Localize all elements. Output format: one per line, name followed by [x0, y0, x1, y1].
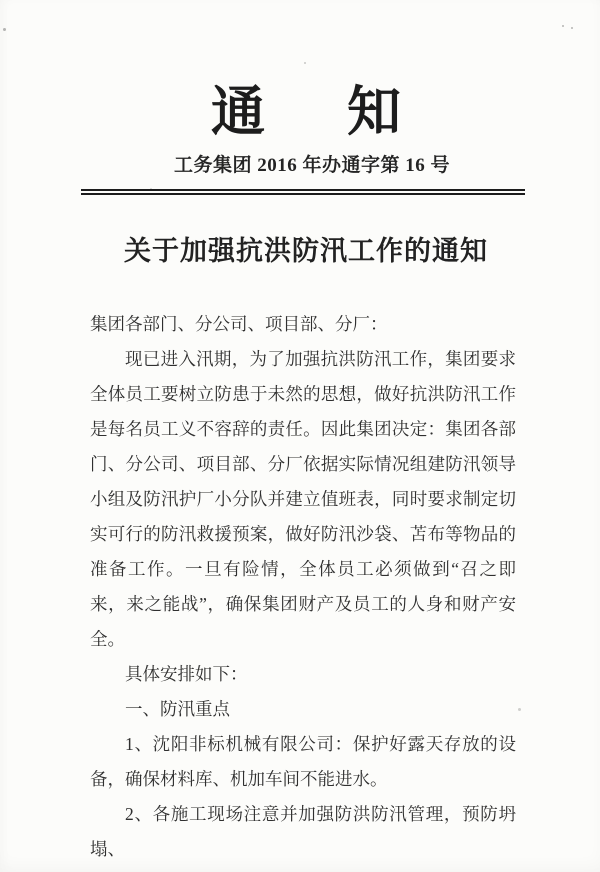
- document-reference-number: 工务集团 2016 年办通字第 16 号: [173, 155, 450, 176]
- document-title: 关于加强抗洪防汛工作的通知: [124, 236, 488, 266]
- big-title-char-2: 知: [347, 82, 401, 142]
- body-paragraph-arrangement: 具体安排如下：: [125, 664, 248, 684]
- notice-big-title: [6, 0, 600, 140]
- scan-speck: [518, 708, 521, 711]
- body-paragraph-item-1: 1、沈阳非标机械有限公司：保护好露天存放的设备，确保材料库、机加车间不能进水。: [90, 734, 516, 789]
- body-paragraph-item-2: 2、各施工现场注意并加强防洪防汛管理，预防坍塌、: [90, 804, 516, 859]
- section-heading-flood-priorities: 一、防汛重点: [125, 699, 230, 719]
- document-body: [90, 307, 516, 867]
- header-divider-rule: [81, 189, 525, 195]
- body-paragraph-main: 现已进入汛期，为了加强抗洪防汛工作，集团要求全体员工要树立防患于未然的思想，做好抗洪防汛工作是每名员工义不容辞的责任。因此集团决定：集团各部门、分公司、项目部、分厂依据实际情况组建防汛领导小组及防汛护厂小分队并建立值班表，同时要求制定切实可行的防汛救援预案，做好防汛沙袋、苫布等物品的准备工作。一旦有险情，全体员工必须做到“召之即来，来之能战”，确保集团财产及员工的人身和财产安全。: [90, 349, 517, 649]
- salutation-line: 集团各部门、分公司、项目部、分厂：: [90, 314, 388, 334]
- big-title-char-1: 通: [211, 82, 265, 142]
